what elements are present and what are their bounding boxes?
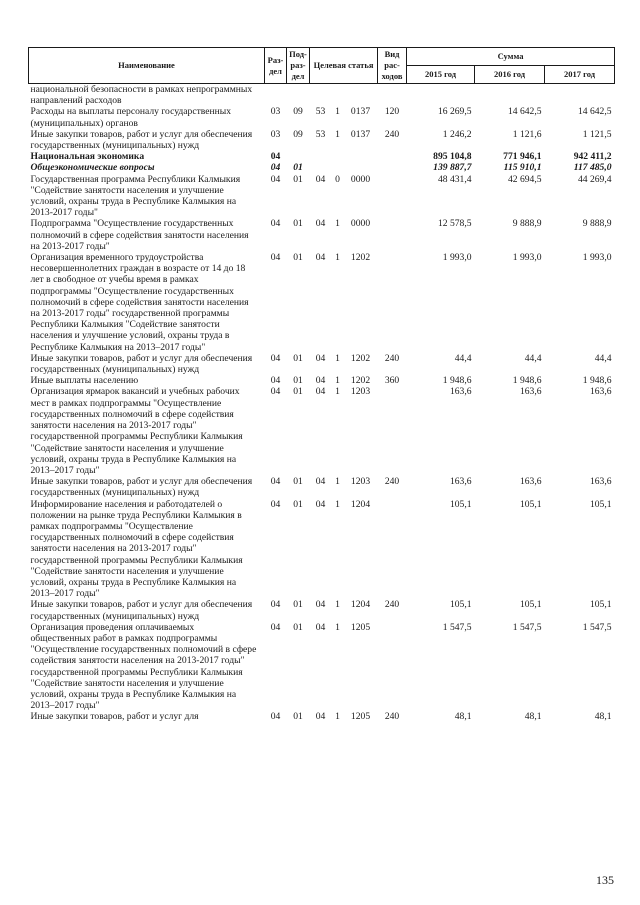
target-direction-cell: 1204: [350, 498, 371, 510]
table-row: [29, 499, 615, 600]
row-name-cell: Иные закупки товаров, работ и услуг для обеспечения государственных (муниципальных) нужд: [30, 128, 253, 152]
podrazdel-cell: 09: [293, 128, 303, 140]
podrazdel-cell: 01: [293, 218, 303, 230]
sum-2016-cell: [475, 84, 545, 107]
header-year-2015: 2015 год: [407, 66, 475, 84]
sum-2017-cell: [545, 84, 615, 107]
target-subprogram-cell: 1: [335, 599, 340, 611]
target-subprogram-cell: 1: [335, 621, 340, 633]
sum-2017-cell: 105,1: [589, 498, 612, 510]
sum-2016-cell: 115 910,1: [503, 162, 542, 174]
sum-2015-cell: 48,1: [454, 711, 472, 723]
sum-2016-cell: 1 121,6: [512, 128, 542, 140]
header-expense-type: Вид рас-ходов: [378, 48, 407, 84]
row-name-cell: Информирование населения и работодателей о положении на рынке труда Республики Калмыкия в рамках подпрограммы "Осуществление государственных полномочий в сфере содействия занятости населения на 2013-2017 годы" государственной программы Республики Калмыкия "Содействие занятости населения и улучшение условий, охраны труда в Республике Калмыкия на 2013–2017 годы": [30, 498, 243, 600]
podrazdel-cell: 01: [293, 352, 303, 364]
sum-2017-cell: 9 888,9: [582, 218, 612, 230]
sum-2015-cell: 105,1: [449, 599, 472, 611]
target-direction-cell: [344, 162, 378, 173]
row-name-cell: Иные закупки товаров, работ и услуг для: [30, 711, 199, 723]
sum-2016-cell: 1 547,5: [512, 621, 542, 633]
expense-type-cell: 240: [384, 352, 400, 364]
target-program-cell: 04: [315, 599, 326, 611]
razdel-cell: 03: [270, 106, 281, 118]
podrazdel-cell: 01: [293, 476, 303, 488]
expense-type-cell: 360: [384, 375, 400, 387]
header-razdel: Раз-дел: [265, 48, 287, 84]
target-subprogram-cell: 1: [335, 218, 340, 230]
razdel-cell: 04: [270, 151, 281, 163]
row-name-cell: Иные закупки товаров, работ и услуг для обеспечения государственных (муниципальных) нужд: [30, 352, 253, 376]
target-subprogram-cell: 1: [335, 352, 340, 364]
target-subprogram-cell: 1: [335, 128, 340, 140]
table-row: [29, 622, 615, 712]
sum-2016-cell: 1 948,6: [512, 375, 542, 387]
sum-2017-cell: 44,4: [594, 352, 612, 364]
target-program-cell: [310, 151, 332, 162]
target-subprogram-cell: 1: [335, 476, 340, 488]
header-year-2017: 2017 год: [545, 66, 615, 84]
row-name-cell: Организация временного трудоустройства несовершеннолетних граждан в возрасте от 14 до 18 лет в свободное от учебы время в рамках подпрограммы "Осуществление государственных полномочий в сфере содействия занятости населения на 2013-2017 годы" государственной программы Республики Калмыкия "Содействие занятости населения и улучшение условий, охраны труда в Республике Калмыкия на 2013–2017 годы": [30, 252, 249, 353]
sum-2015-cell: 1 948,6: [442, 375, 472, 387]
razdel-cell: 04: [270, 386, 281, 398]
expense-type-cell: [378, 252, 407, 353]
table-row: [29, 151, 615, 162]
table-row: [29, 599, 615, 621]
target-program-cell: 04: [315, 386, 326, 398]
expense-type-cell: [378, 174, 407, 219]
target-program-cell: 04: [315, 173, 326, 185]
target-program-cell: 04: [315, 621, 326, 633]
target-direction-cell: 1202: [350, 252, 371, 264]
table-row: [29, 711, 615, 722]
target-program-cell: 04: [315, 252, 326, 264]
sum-2017-cell: 163,6: [589, 476, 612, 488]
table-row: [29, 218, 615, 252]
target-direction-cell: 1205: [350, 621, 371, 633]
row-name-cell: Национальная экономика: [30, 151, 145, 163]
target-subprogram-cell: [332, 84, 344, 107]
header-name: Наименование: [29, 48, 265, 84]
sum-2017-cell: 44 269,4: [577, 173, 612, 185]
row-name-cell: Подпрограмма "Осуществление государственных полномочий в сфере содействия занятости населения на 2013-2017 годы": [30, 218, 249, 252]
target-direction-cell: 1204: [350, 599, 371, 611]
target-program-cell: 53: [315, 106, 326, 118]
target-subprogram-cell: 1: [335, 106, 340, 118]
table-row: [29, 476, 615, 498]
page-number: 135: [596, 873, 614, 887]
row-name-cell: Общеэкономические вопросы: [30, 162, 155, 174]
table-row: [29, 375, 615, 386]
sum-2015-cell: 48 431,4: [437, 173, 472, 185]
sum-2016-cell: 14 642,5: [507, 106, 542, 118]
header-year-2016: 2016 год: [475, 66, 545, 84]
podrazdel-cell: [287, 151, 310, 162]
sum-2017-cell: 14 642,5: [577, 106, 612, 118]
sum-2016-cell: 9 888,9: [512, 218, 542, 230]
sum-2016-cell: 163,6: [519, 476, 542, 488]
table-row: [29, 162, 615, 173]
sum-2016-cell: 771 946,1: [503, 151, 542, 163]
sum-2017-cell: 942 411,2: [573, 151, 612, 163]
sum-2017-cell: 1 547,5: [582, 621, 612, 633]
podrazdel-cell: 01: [293, 599, 303, 611]
razdel-cell: 03: [270, 128, 281, 140]
target-subprogram-cell: 1: [335, 386, 340, 398]
target-program-cell: [310, 84, 332, 107]
table-header: [29, 48, 615, 84]
header-podrazdel: Под-раз-дел: [287, 48, 310, 84]
expense-type-cell: [378, 84, 407, 107]
table-row: [29, 174, 615, 219]
row-name-cell: Иные закупки товаров, работ и услуг для обеспечения государственных (муниципальных) нужд: [30, 599, 253, 622]
expense-type-cell: 240: [384, 711, 400, 723]
table-row: [29, 386, 615, 476]
target-subprogram-cell: 1: [335, 711, 340, 723]
expense-type-cell: [378, 218, 407, 252]
sum-2016-cell: 48,1: [524, 711, 542, 723]
target-program-cell: [310, 162, 332, 173]
expense-type-cell: 120: [384, 106, 400, 118]
sum-2016-cell: 44,4: [524, 352, 542, 364]
table-row: [29, 84, 615, 107]
row-name-cell: Организация проведения оплачиваемых общественных работ в рамках подпрограммы "Осуществление государственных полномочий в сфере содействия занятости населения на 2013-2017 годы" государственной программы Республики Калмыкия "Содействие занятости населения и улучшение условий, охраны труда в Республике Калмыкия на 2013–2017 годы": [30, 621, 257, 712]
target-direction-cell: 0137: [350, 106, 371, 118]
podrazdel-cell: 01: [293, 711, 303, 723]
target-direction-cell: [344, 84, 378, 107]
sum-2017-cell: 1 948,6: [582, 375, 612, 387]
podrazdel-cell: 01: [293, 252, 303, 264]
sum-2015-cell: 12 578,5: [437, 218, 472, 230]
podrazdel-cell: 01: [293, 162, 303, 174]
sum-2017-cell: 105,1: [589, 599, 612, 611]
podrazdel-cell: 09: [293, 106, 303, 118]
table-body: [29, 84, 615, 723]
razdel-cell: 04: [270, 621, 281, 633]
target-direction-cell: 1203: [350, 476, 371, 488]
target-direction-cell: 1203: [350, 386, 371, 398]
sum-2015-cell: 1 246,2: [442, 128, 472, 140]
podrazdel-cell: 01: [293, 386, 303, 398]
target-program-cell: 04: [315, 375, 326, 387]
target-subprogram-cell: [332, 162, 344, 173]
expense-type-cell: [378, 386, 407, 476]
sum-2016-cell: 1 993,0: [512, 252, 542, 264]
target-subprogram-cell: [332, 151, 344, 162]
expense-type-cell: 240: [384, 599, 400, 611]
razdel-cell: [265, 84, 287, 107]
sum-2015-cell: 105,1: [449, 498, 472, 510]
target-subprogram-cell: 1: [335, 252, 340, 264]
row-name-cell: Иные закупки товаров, работ и услуг для обеспечения государственных (муниципальных) нужд: [30, 476, 253, 499]
target-subprogram-cell: 0: [335, 173, 340, 185]
sum-2016-cell: 42 694,5: [507, 173, 542, 185]
budget-table-page: [28, 47, 614, 723]
sum-2015-cell: 163,6: [449, 476, 472, 488]
expense-type-cell: [378, 162, 407, 173]
expense-type-cell: 240: [384, 128, 400, 140]
header-target-article: Целевая статья: [310, 48, 378, 84]
podrazdel-cell: 01: [293, 375, 303, 387]
sum-2017-cell: 163,6: [589, 386, 612, 398]
razdel-cell: 04: [270, 218, 281, 230]
target-direction-cell: 1202: [350, 375, 371, 387]
table-row: [29, 129, 615, 151]
razdel-cell: 04: [270, 498, 281, 510]
razdel-cell: 04: [270, 173, 281, 185]
row-name-cell: Иные выплаты населению: [30, 375, 139, 387]
podrazdel-cell: 01: [293, 621, 303, 633]
podrazdel-cell: 01: [293, 173, 303, 185]
sum-2015-cell: 895 104,8: [433, 151, 472, 163]
sum-2015-cell: [407, 84, 475, 107]
target-subprogram-cell: 1: [335, 375, 340, 387]
podrazdel-cell: [287, 84, 310, 107]
expense-type-cell: [378, 151, 407, 162]
expense-type-cell: [378, 622, 407, 712]
razdel-cell: 04: [270, 599, 281, 611]
sum-2016-cell: 105,1: [519, 599, 542, 611]
row-name-cell: Организация ярмарок вакансий и учебных рабочих мест в рамках подпрограммы "Осуществление государственных полномочий в сфере содействия занятости населения на 2013-2017 годы" государственной программы Республики Калмыкия "Содействие занятости населения и улучшение условий, охраны труда в Республике Калмыкия на 2013–2017 годы": [30, 386, 243, 476]
sum-2017-cell: 1 993,0: [582, 252, 612, 264]
razdel-cell: 04: [270, 352, 281, 364]
razdel-cell: 04: [270, 252, 281, 264]
razdel-cell: 04: [270, 476, 281, 488]
target-direction-cell: 1202: [350, 352, 371, 364]
target-program-cell: 04: [315, 711, 326, 723]
sum-2015-cell: 163,6: [449, 386, 472, 398]
sum-2016-cell: 163,6: [519, 386, 542, 398]
row-name-cell: Государственная программа Республики Калмыкия "Содействие занятости населения и улучшение условий, охраны труда в Республике Калмыкия на 2013-2017 годы": [30, 173, 241, 219]
target-program-cell: 04: [315, 498, 326, 510]
table-row: [29, 252, 615, 353]
expense-type-cell: [378, 499, 407, 600]
expense-type-cell: 240: [384, 476, 400, 488]
razdel-cell: 04: [270, 162, 281, 174]
row-name-cell: национальной безопасности в рамках непрограммных направлений расходов: [30, 84, 253, 107]
row-name-cell: Расходы на выплаты персоналу государственных (муниципальных) органов: [30, 106, 232, 129]
target-subprogram-cell: 1: [335, 498, 340, 510]
target-direction-cell: [344, 151, 378, 162]
sum-2015-cell: 1 547,5: [442, 621, 472, 633]
target-program-cell: 53: [315, 128, 326, 140]
sum-2016-cell: 105,1: [519, 498, 542, 510]
target-direction-cell: 0137: [350, 128, 371, 140]
sum-2017-cell: 117 485,0: [573, 162, 612, 174]
sum-2015-cell: 16 269,5: [437, 106, 472, 118]
budget-table: [28, 47, 615, 723]
sum-2017-cell: 1 121,5: [582, 128, 612, 140]
target-direction-cell: 1205: [350, 711, 371, 723]
podrazdel-cell: 01: [293, 498, 303, 510]
header-sum: Сумма: [407, 48, 615, 66]
sum-2015-cell: 1 993,0: [442, 252, 472, 264]
table-row: [29, 353, 615, 375]
razdel-cell: 04: [270, 711, 281, 723]
target-program-cell: 04: [315, 218, 326, 230]
target-direction-cell: 0000: [350, 218, 371, 230]
sum-2017-cell: 48,1: [594, 711, 612, 723]
table-row: [29, 106, 615, 128]
target-program-cell: 04: [315, 476, 326, 488]
sum-2015-cell: 44,4: [454, 352, 472, 364]
target-program-cell: 04: [315, 352, 326, 364]
target-direction-cell: 0000: [350, 173, 371, 185]
razdel-cell: 04: [270, 375, 281, 387]
sum-2015-cell: 139 887,7: [433, 162, 472, 174]
